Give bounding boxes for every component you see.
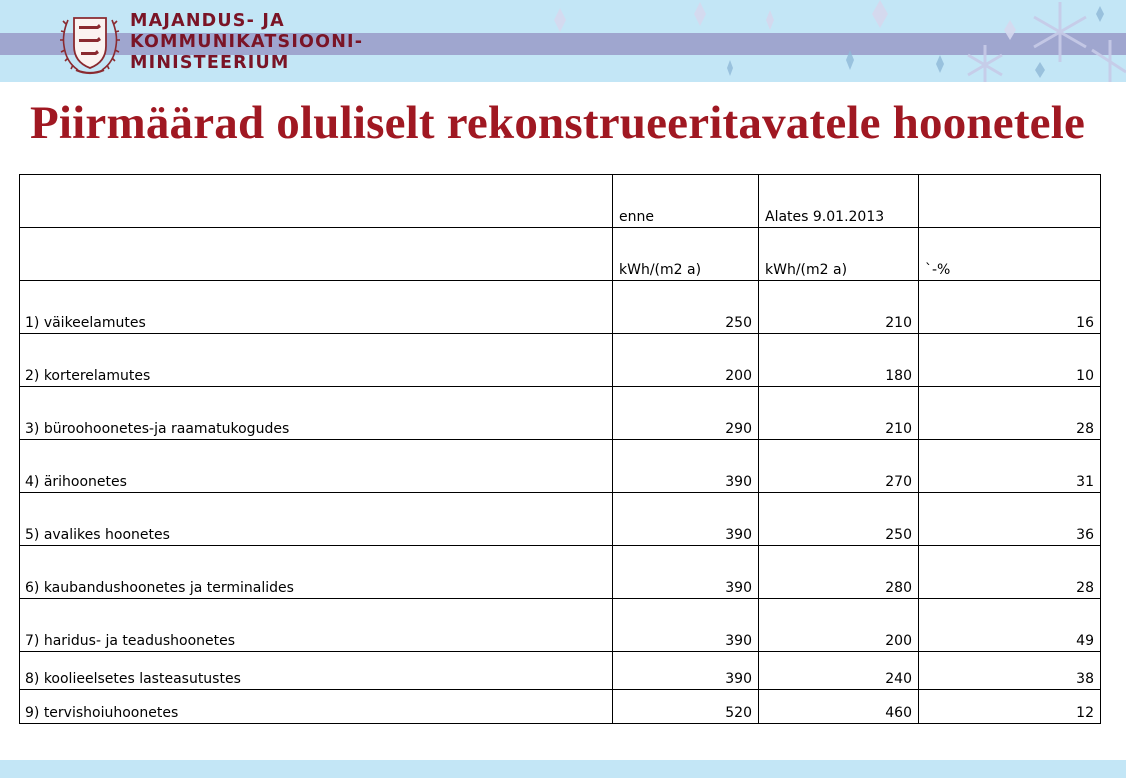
row-value-before: 390 [613, 546, 759, 599]
row-value-before: 200 [613, 334, 759, 387]
row-value-from-2013: 200 [759, 599, 919, 652]
table-header-row [20, 175, 1101, 228]
row-value-from-2013: 460 [759, 690, 919, 724]
row-label: 1) väikeelamutes [20, 281, 613, 334]
row-value-from-2013: 210 [759, 387, 919, 440]
row-value-percent: 12 [919, 690, 1101, 724]
header-cell-empty [20, 175, 613, 228]
row-value-percent: 10 [919, 334, 1101, 387]
row-value-before: 290 [613, 387, 759, 440]
units-cell-from-date: kWh/(m2 a) [759, 228, 919, 281]
row-value-percent: 49 [919, 599, 1101, 652]
row-value-before: 390 [613, 440, 759, 493]
row-value-percent: 28 [919, 546, 1101, 599]
table-row [20, 334, 1101, 387]
header-banner [0, 0, 1126, 82]
row-value-percent: 36 [919, 493, 1101, 546]
row-value-before: 250 [613, 281, 759, 334]
table-row [20, 387, 1101, 440]
row-value-before: 520 [613, 690, 759, 724]
table-row [20, 281, 1101, 334]
row-value-before: 390 [613, 599, 759, 652]
table-row [20, 652, 1101, 690]
row-value-percent: 28 [919, 387, 1101, 440]
ministry-name-line2: KOMMUNIKATSIOONI- [130, 32, 364, 52]
page-title: Piirmäärad oluliselt rekonstrueeritavatele hoonetele [30, 97, 1086, 149]
row-value-percent: 16 [919, 281, 1101, 334]
ministry-name-line3: MINISTEERIUM [130, 53, 290, 73]
row-value-percent: 38 [919, 652, 1101, 690]
footer-bar [0, 760, 1126, 778]
row-value-from-2013: 240 [759, 652, 919, 690]
row-value-from-2013: 250 [759, 493, 919, 546]
header-cell-blank [919, 175, 1101, 228]
row-value-percent: 31 [919, 440, 1101, 493]
row-value-before: 390 [613, 493, 759, 546]
ministry-name-line1: MAJANDUS- JA [130, 11, 285, 31]
table-row [20, 493, 1101, 546]
row-label: 9) tervishoiuhoonetes [20, 690, 613, 724]
row-value-before: 390 [613, 652, 759, 690]
header-cell-before: enne [613, 175, 759, 228]
row-label: 2) korterelamutes [20, 334, 613, 387]
row-label: 8) koolieelsetes lasteasutustes [20, 652, 613, 690]
row-label: 5) avalikes hoonetes [20, 493, 613, 546]
energy-limits-table [19, 174, 1101, 724]
ministry-name [130, 11, 363, 74]
units-cell-before: kWh/(m2 a) [613, 228, 759, 281]
table-row [20, 599, 1101, 652]
row-value-from-2013: 280 [759, 546, 919, 599]
table-units-row [20, 228, 1101, 281]
units-cell-empty [20, 228, 613, 281]
table-row [20, 690, 1101, 724]
row-value-from-2013: 210 [759, 281, 919, 334]
header-cell-from-date: Alates 9.01.2013 [759, 175, 919, 228]
table-row [20, 440, 1101, 493]
row-label: 4) ärihoonetes [20, 440, 613, 493]
row-label: 3) büroohoonetes-ja raamatukogudes [20, 387, 613, 440]
units-cell-percent: `-% [919, 228, 1101, 281]
table-row [20, 546, 1101, 599]
row-label: 7) haridus- ja teadushoonetes [20, 599, 613, 652]
row-value-from-2013: 180 [759, 334, 919, 387]
row-value-from-2013: 270 [759, 440, 919, 493]
estonian-coat-of-arms-icon [58, 10, 122, 78]
row-label: 6) kaubandushoonetes ja terminalides [20, 546, 613, 599]
